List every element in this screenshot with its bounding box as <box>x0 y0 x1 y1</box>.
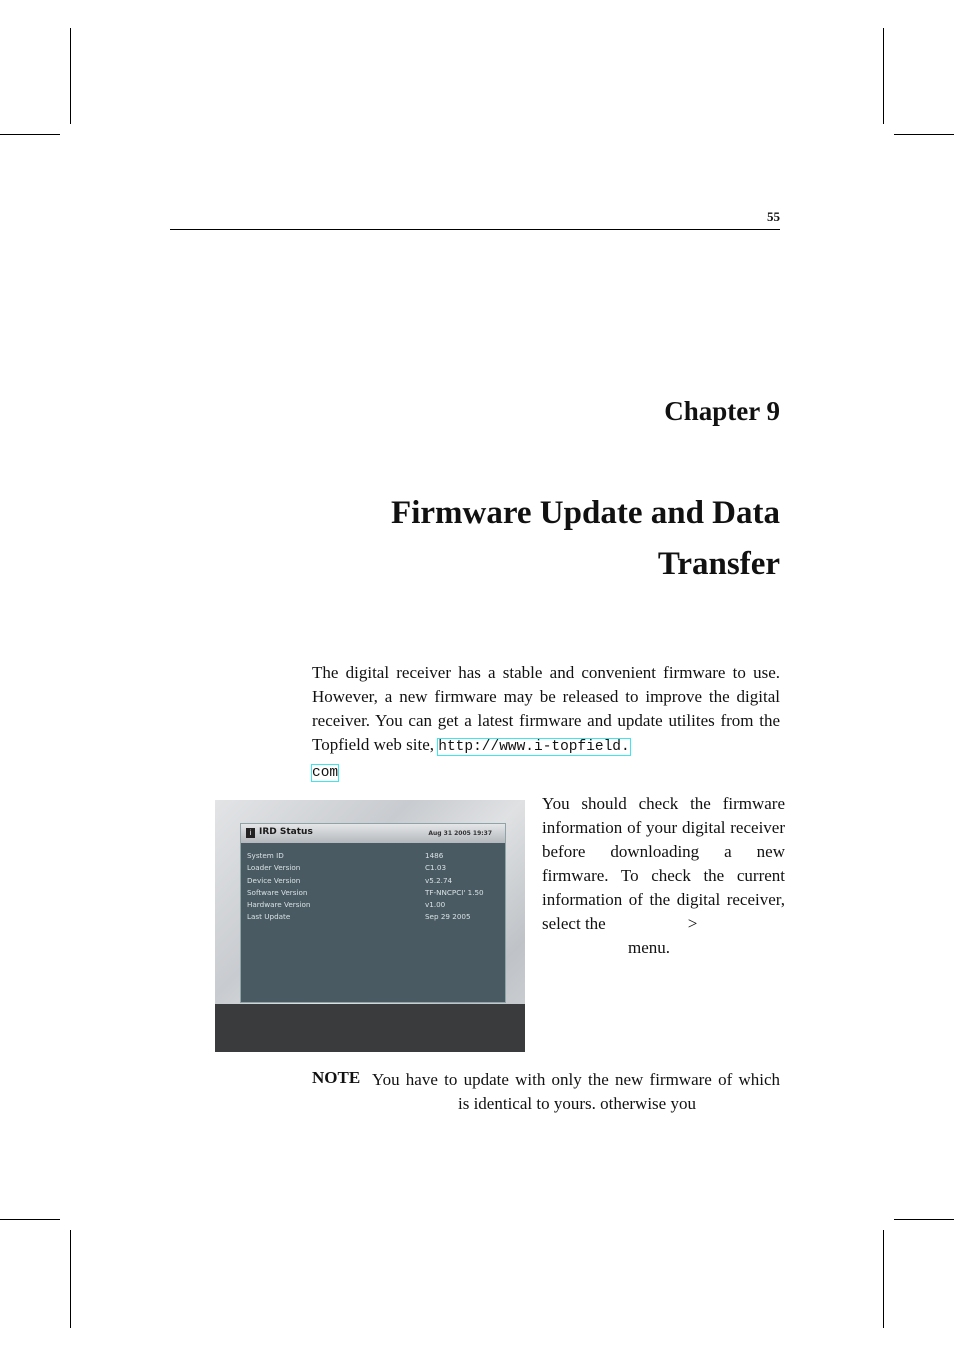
header-rule <box>170 229 780 230</box>
status-label: Hardware Version <box>247 900 311 910</box>
info-icon: i <box>246 828 255 838</box>
note-text <box>372 1068 780 1116</box>
status-value: v1.00 <box>425 900 446 910</box>
crop-mark <box>883 1230 884 1328</box>
crop-mark <box>894 1219 954 1220</box>
ird-status-screenshot <box>215 800 525 1052</box>
crop-mark <box>70 28 71 124</box>
status-row <box>247 863 495 875</box>
intro-paragraph <box>312 661 780 785</box>
menu-separator: > <box>687 914 698 933</box>
status-value: TF-NNCPCI' 1.50 <box>425 887 484 897</box>
status-row <box>247 900 495 912</box>
menu-word: menu. <box>628 938 671 957</box>
status-row <box>247 912 495 924</box>
status-value: Sep 29 2005 <box>425 912 471 922</box>
note-text-part: You have to update with only the new firmware of which <box>372 1070 780 1089</box>
status-label: Last Update <box>247 912 291 922</box>
chapter-title-line: Transfer <box>657 546 780 582</box>
intro-text: The digital receiver has a stable and convenient firmware to use. However, a new firmware may be released to improve the digital receiver. You can get a latest firmware and update utilites from the Topfield web site, <box>312 663 780 754</box>
crop-mark <box>70 1230 71 1328</box>
crop-mark <box>883 28 884 124</box>
firmware-check-paragraph <box>542 792 785 960</box>
status-row <box>247 851 495 863</box>
note-label: NOTE <box>312 1068 361 1087</box>
panel-title: IRD Status <box>259 827 313 837</box>
ird-status-panel <box>240 823 506 1003</box>
website-link-continued[interactable]: com <box>312 765 339 781</box>
crop-mark <box>0 134 60 135</box>
note-text-part: is identical to yours. otherwise you <box>458 1094 696 1113</box>
status-list <box>247 851 495 1011</box>
status-label: Loader Version <box>247 863 301 873</box>
screenshot-footer-bar <box>215 1004 525 1052</box>
status-value: v5.2.74 <box>425 875 453 885</box>
page-number: 55 <box>767 209 780 224</box>
status-label: System ID <box>247 851 284 860</box>
chapter-label: Chapter 9 <box>664 396 780 426</box>
status-value: C1.03 <box>425 863 447 873</box>
crop-mark <box>894 134 954 135</box>
crop-mark <box>0 1219 60 1220</box>
status-row <box>247 876 495 888</box>
panel-datetime: Aug 31 2005 19:37 <box>428 830 492 837</box>
chapter-title <box>300 488 780 590</box>
chapter-title-line: Firmware Update and Data <box>391 495 780 531</box>
website-link[interactable]: http://www.i-topfield. <box>438 739 630 755</box>
status-value: 1486 <box>425 851 444 860</box>
status-label: Device Version <box>247 875 301 885</box>
status-label: Software Version <box>247 887 308 897</box>
status-row <box>247 888 495 900</box>
panel-header <box>241 824 505 843</box>
firmware-check-text: You should check the firmware information of your digital receiver before downloading a new firmware. To check the current information of the digital receiver, select the <box>542 794 785 933</box>
